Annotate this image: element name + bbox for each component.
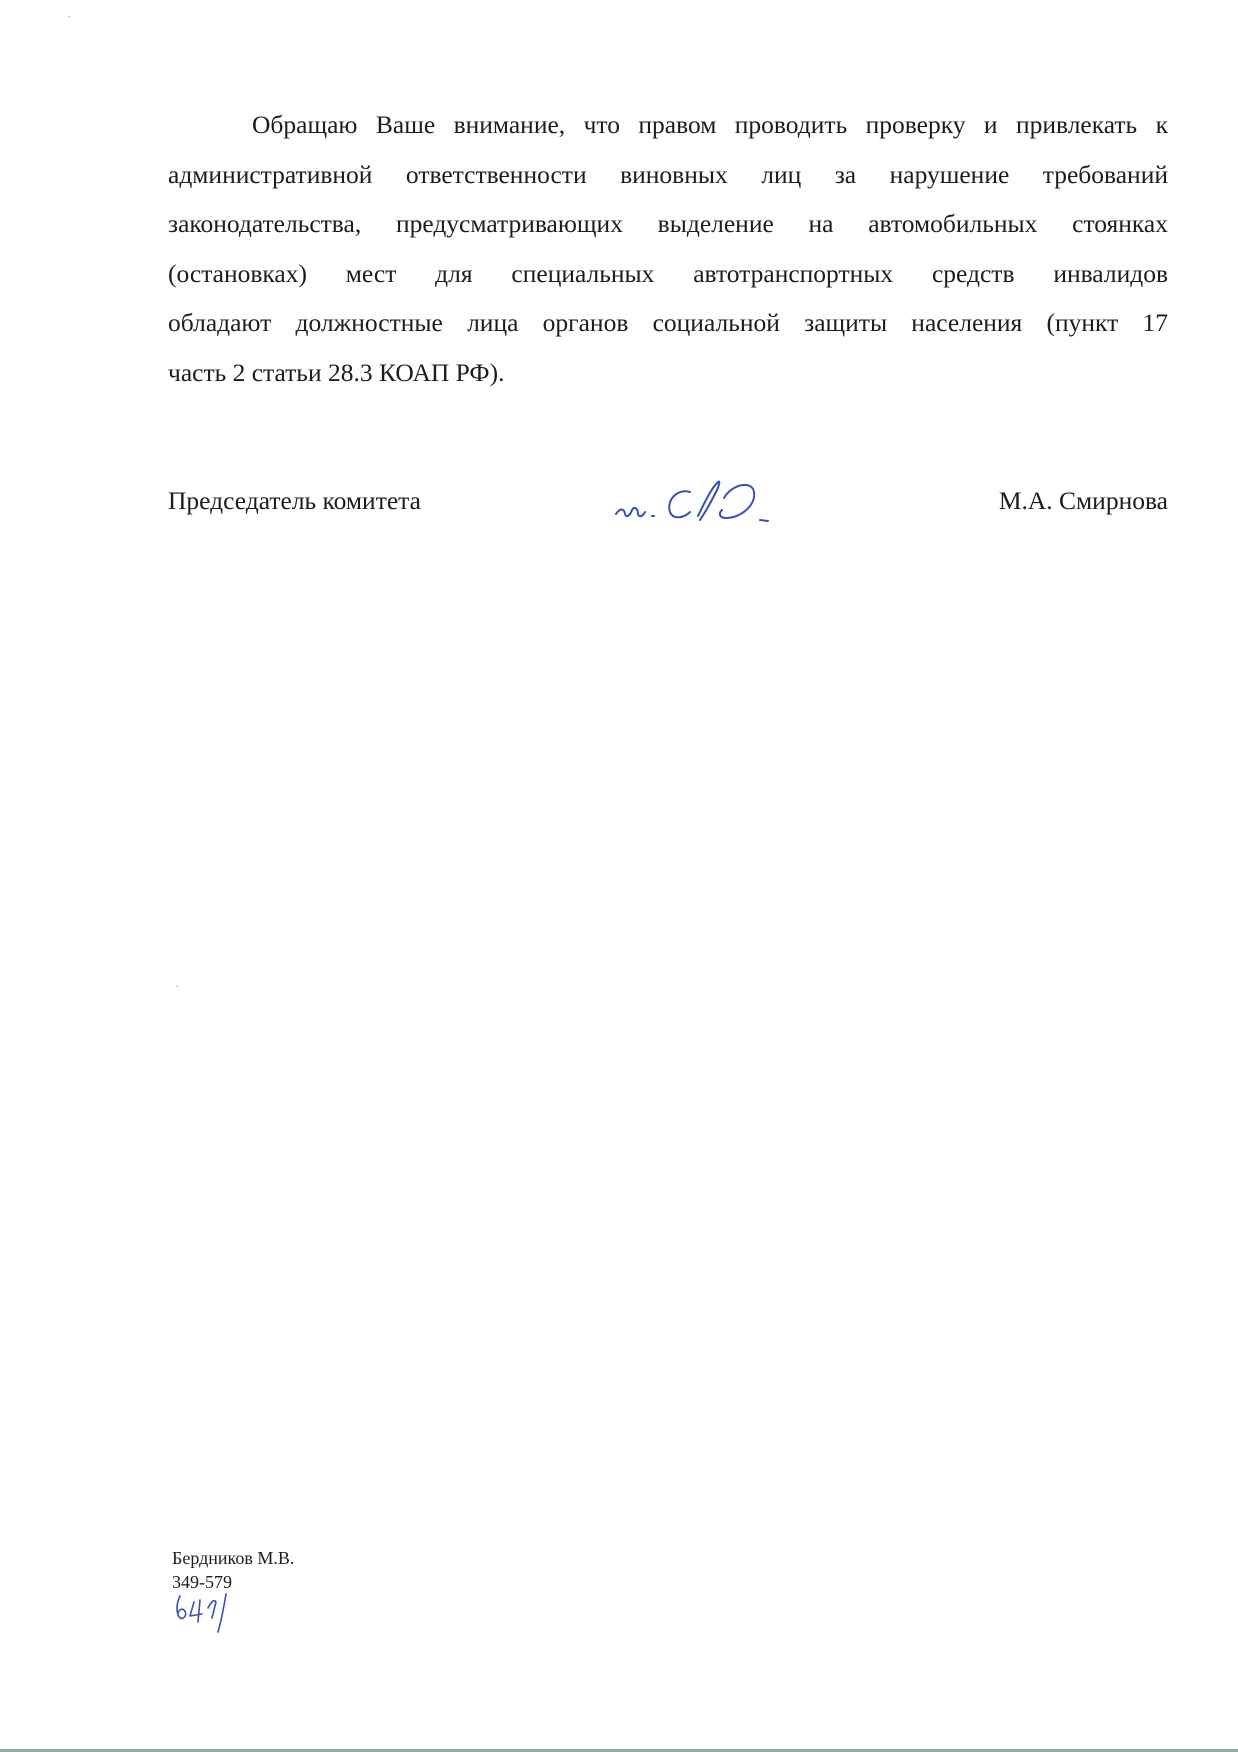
- body-line: обладают должностные лица органов социальной защиты населения (пункт 17: [168, 308, 1168, 337]
- scan-speck: [176, 985, 178, 987]
- signatory-name: М.А. Смирнова: [998, 486, 1168, 515]
- body-line: административной ответственности виновных лиц за нарушение требований: [168, 159, 1168, 189]
- handwritten-signature: [612, 470, 792, 540]
- letter-body: [168, 100, 1168, 397]
- scan-speck: [68, 16, 70, 18]
- executor-name: Бердников М.В.: [172, 1548, 295, 1568]
- executor-phone: 349-579: [172, 1572, 232, 1592]
- executor-info: [172, 1546, 294, 1594]
- handwritten-note: [172, 1588, 262, 1638]
- body-line: Обращаю Ваше внимание, что правом проводить проверку и привлекать к: [252, 110, 1168, 139]
- signatory-position: Председатель комитета: [168, 486, 421, 515]
- body-line: законодательства, предусматривающих выделение на автомобильных стоянках: [168, 209, 1168, 238]
- body-line: (остановках) мест для специальных автотранспортных средств инвалидов: [168, 258, 1168, 288]
- body-line: часть 2 статьи 28.3 КОАП РФ).: [168, 357, 505, 387]
